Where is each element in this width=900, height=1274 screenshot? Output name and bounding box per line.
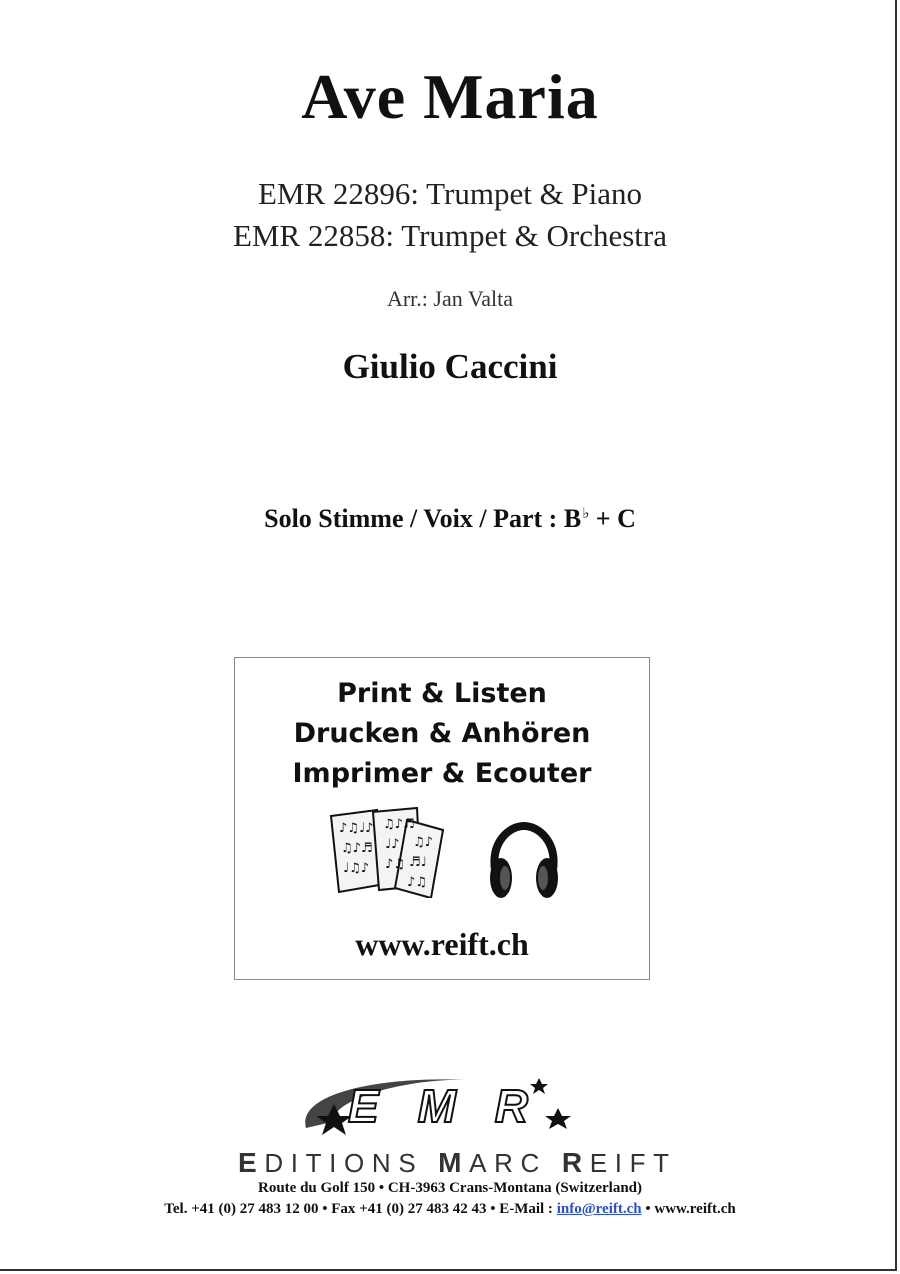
publisher-name-part: M	[438, 1147, 463, 1178]
logo-text: EMR	[348, 1080, 528, 1132]
promo-url[interactable]: www.reift.ch	[355, 926, 529, 962]
edition-trumpet-orchestra: EMR 22858: Trumpet & Orchestra	[233, 218, 667, 253]
part-suffix: + C	[589, 504, 636, 533]
publisher-name-part: E	[238, 1147, 258, 1178]
publisher-name-part: DITIONS	[264, 1148, 432, 1178]
svg-text:♪♫♩♪: ♪♫♩♪	[339, 821, 374, 836]
publisher-name-part: R	[561, 1147, 584, 1178]
sheet-music-icon	[327, 806, 457, 898]
arranger: Arr.: Jan Valta	[386, 286, 514, 311]
svg-text:♫♪♬: ♫♪♬	[341, 841, 373, 856]
svg-text:♪♫: ♪♫	[407, 875, 427, 890]
promo-line-english: Print & Listen	[337, 678, 547, 709]
headphones-icon	[487, 822, 561, 902]
publisher-name-part: EIFT	[589, 1148, 670, 1178]
svg-text:♩♪: ♩♪	[385, 837, 400, 852]
email-link[interactable]: info@reift.ch	[556, 1201, 642, 1217]
composer: Giulio Caccini	[342, 347, 558, 386]
part-label	[0, 504, 900, 534]
part-prefix: Solo Stimme / Voix / Part : B	[264, 504, 582, 533]
promo-line-french: Imprimer & Ecouter	[292, 758, 592, 789]
promo-line-german: Drucken & Anhören	[293, 718, 591, 749]
print-listen-box	[234, 657, 650, 980]
flat-sign: ♭	[582, 506, 590, 522]
svg-text:♬♩: ♬♩	[409, 855, 427, 870]
svg-text:♪♫: ♪♫	[385, 857, 405, 872]
emr-logo	[236, 1070, 676, 1180]
publisher-contact	[0, 1201, 900, 1218]
svg-text:♫♪: ♫♪	[413, 835, 433, 850]
svg-text:♩♫♪: ♩♫♪	[343, 861, 370, 876]
contact-website: • www.reift.ch	[641, 1201, 736, 1217]
page-title: Ave Maria	[301, 61, 599, 132]
contact-phone-fax: Tel. +41 (0) 27 483 12 00 • Fax +41 (0) 27 483 42 43 • E-Mail :	[164, 1201, 557, 1217]
publisher-name	[238, 1147, 670, 1178]
svg-text:♫♪♬: ♫♪♬	[383, 817, 415, 832]
edition-trumpet-piano: EMR 22896: Trumpet & Piano	[257, 176, 643, 211]
publisher-name-part: ARC	[469, 1148, 556, 1178]
publisher-address: Route du Golf 150 • CH-3963 Crans-Montana (Switzerland)	[258, 1180, 642, 1196]
